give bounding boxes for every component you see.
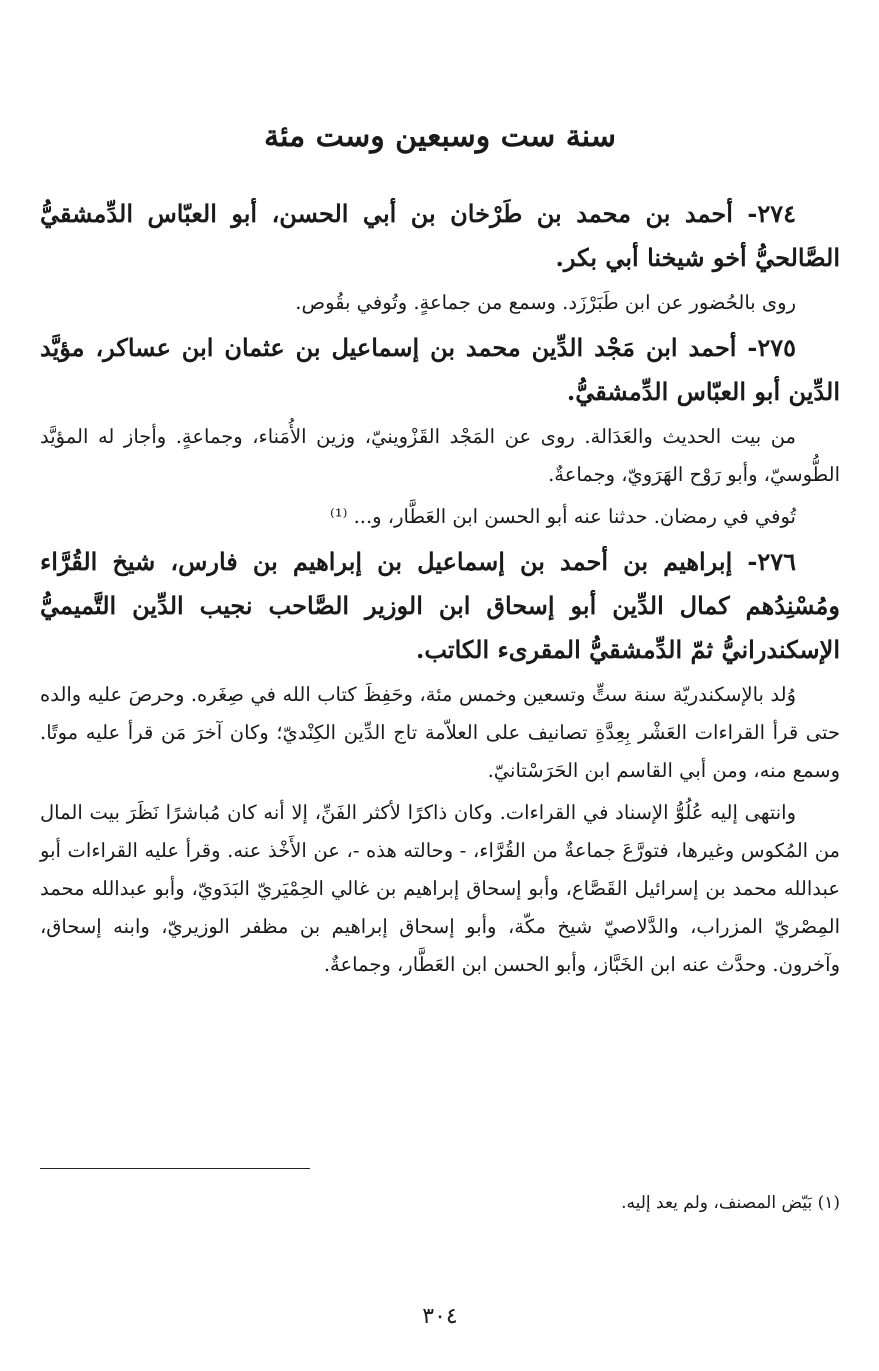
entry-paragraph: روى بالحُضور عن ابن طَبَرْزَد. وسمع من جماعةٍ. وتُوفي بقُوص. xyxy=(295,291,796,314)
entry-paragraph: وُلد بالإسكندريّة سنة ستٍّ وتسعين وخمس مئة، وحَفِظَ كتاب الله في صِغَره. وحرصَ عليه والده حتى قرأ القراءات العَشْر بِعِدَّةِ تصانيف على العلاّمة تاج الدِّين الكِنْديّ؛ وكان آخرَ مَن قرأ عليه موتًا. وسمع منه، ومن أبي القاسم ابن الحَرَسْتانيّ. xyxy=(40,683,840,782)
book-page xyxy=(40,0,840,1371)
footnote: (١) بَيّض المصنف، ولم يعد إليه. xyxy=(621,1193,840,1213)
entry-heading: ٢٧٦- إبراهيم بن أحمد بن إسماعيل بن إبراهيم بن فارس، شيخ القُرَّاء ومُسْنِدُهم كمال الدِّين أبو إسحاق ابن الوزير الصَّاحب نجيب الدِّين التَّميميُّ الإسكندرانيُّ ثمّ الدِّمشقيُّ المقرىء الكاتب. xyxy=(40,547,840,664)
entry-276 xyxy=(40,540,840,984)
entry-paragraph: من بيت الحديث والعَدَالة. روى عن المَجْد القَزْوينيّ، وزين الأُمَناء، وجماعةٍ. وأجاز له المؤيَّد الطُّوسيّ، وأبو رَوْح الهَرَويّ، وجماعةٌ. xyxy=(40,425,840,486)
main-text xyxy=(40,192,840,988)
entry-heading: ٢٧٥- أحمد ابن مَجْد الدِّين محمد بن إسماعيل بن عثمان ابن عساكر، مؤيَّد الدِّين أبو العبّاس الدِّمشقيُّ. xyxy=(40,333,840,406)
entry-274 xyxy=(40,192,840,322)
page-number: ٣٠٤ xyxy=(422,1304,458,1329)
page-title: سنة ست وسبعين وست مئة xyxy=(264,119,616,154)
footnote-divider xyxy=(40,1168,310,1169)
entry-275 xyxy=(40,326,840,536)
entry-paragraph: وانتهى إليه عُلُوُّ الإسناد في القراءات. وكان ذاكرًا لأكثر الفَنِّ، إلا أنه كان مُباشرًا نَظَرَ بيت المال من المُكوس وغيرها، فتورَّعَ جماعةٌ من القُرَّاء، - وحالته هذه -، عن الأَخْذ عنه. وقرأ عليه القراءات أبو عبدالله محمد بن إسرائيل القَصَّاع، وأبو إسحاق إبراهيم بن غالي الحِمْيَريّ البَدَويّ، وأبو عبدالله محمد المِصْريّ المزراب، والدَّلاصيّ شيخ مكّة، وأبو إسحاق إبراهيم بن مظفر الوزيريّ، وابنه إسحاق، وآخرون. وحدَّث عنه ابن الخَبَّاز، وأبو الحسن ابن العَطَّار، وجماعةٌ. xyxy=(40,801,840,976)
entry-heading: ٢٧٤- أحمد بن محمد بن طَرْخان بن أبي الحسن، أبو العبّاس الدِّمشقيُّ الصَّالحيُّ أخو شيخنا أبي بكر. xyxy=(40,199,840,272)
entry-paragraph: تُوفي في رمضان. حدثنا عنه أبو الحسن ابن العَطَّار، و... ⁽¹⁾ xyxy=(329,505,796,528)
